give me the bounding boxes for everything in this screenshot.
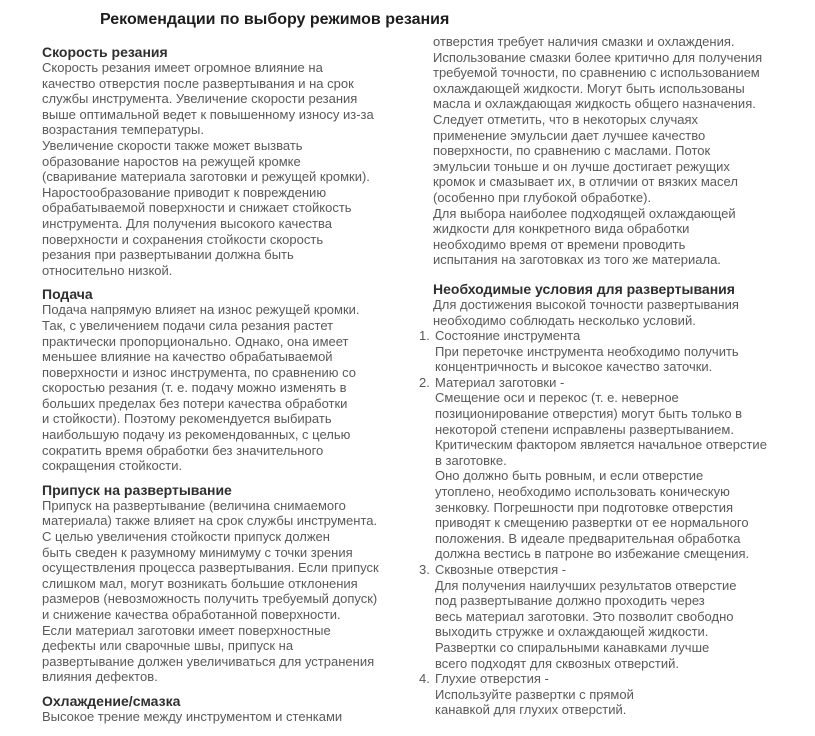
section-block bbox=[433, 281, 811, 328]
text-line: Если материал заготовки имеет поверхностные bbox=[42, 622, 331, 638]
text-line: образование наростов на режущей кромке bbox=[42, 153, 301, 169]
text-line: Для выбора наиболее подходящей охлаждающей bbox=[433, 205, 736, 221]
text-line: Для получения наилучших результатов отверстие bbox=[435, 577, 737, 593]
left-column bbox=[42, 44, 426, 725]
text-line: Высокое трение между инструментом и стенками bbox=[42, 708, 343, 724]
text-line: обрабатываемой поверхности и снижает стойкость bbox=[42, 200, 352, 216]
text-line: масла и охлаждающая жидкость общего назначения. bbox=[433, 96, 756, 112]
right-column bbox=[419, 34, 811, 718]
text-line: утоплено, необходимо использовать коническую bbox=[435, 484, 730, 500]
text-line: всего подходят для сквозных отверстий. bbox=[435, 655, 680, 671]
text-line: Припуск на развертывание (величина снимаемого bbox=[42, 497, 346, 513]
text-line: положения. В идеале предварительная обработка bbox=[435, 530, 741, 546]
text-line: весь материал заготовки. Это позволит свободно bbox=[435, 608, 734, 624]
text-line: сократить время обработки без значительного bbox=[42, 442, 324, 458]
text-line: С целью увеличения стойкости припуск должен bbox=[42, 529, 330, 545]
text-line: развертывание должен увеличиваться для устранения bbox=[42, 653, 375, 669]
text-line: канавкой для глухих отверстий. bbox=[435, 702, 627, 718]
paragraph bbox=[42, 709, 426, 725]
list-item-text bbox=[435, 562, 811, 671]
text-line: и стойкости). Поэтому рекомендуется выбирать bbox=[42, 411, 332, 427]
list-number: 3. bbox=[419, 562, 430, 577]
text-line: Так, с увеличением подачи сила резания растет bbox=[42, 317, 334, 333]
text-line: Использование смазки более критично для получения bbox=[433, 49, 763, 65]
text-line: Подача напрямую влияет на износ режущей кромки. bbox=[42, 302, 360, 318]
text-line: Увеличение скорости также может вызвать bbox=[42, 137, 303, 153]
text-line: должна вестись в патроне во избежание смещения. bbox=[435, 546, 750, 562]
text-line: кромок и смазывает их, в отличии от вязких масел bbox=[433, 174, 738, 190]
text-line: эмульсии тоньше и он лучше достигает режущих bbox=[433, 158, 730, 174]
section-heading: Припуск на развертывание bbox=[42, 481, 232, 498]
text-line: осуществления процесса развертывания. Если припуск bbox=[42, 560, 379, 576]
text-line: При переточке инструмента необходимо получить bbox=[435, 343, 739, 359]
text-line: службы инструмента. Увеличение скорости резания bbox=[42, 91, 358, 107]
text-line: зенковку. Погрешности при подготовке отверстия bbox=[435, 499, 733, 515]
text-line: в заготовке. bbox=[435, 452, 507, 468]
text-line: Скорость резания имеет огромное влияние на bbox=[42, 60, 323, 75]
page-title: Рекомендации по выбору режимов резания bbox=[100, 11, 450, 28]
text-line: Смещение оси и перекос (т. е. неверное bbox=[435, 390, 679, 406]
text-line: больших пределах без потери качества обработки bbox=[42, 395, 348, 411]
paragraph bbox=[42, 60, 426, 278]
list-item-text bbox=[435, 671, 811, 718]
text-line: Критическим фактором является начальное отверстие bbox=[435, 437, 767, 453]
text-line: качество отверстия после развертывания и на срок bbox=[42, 75, 354, 91]
section-heading: Охлаждение/смазка bbox=[42, 692, 181, 709]
paragraph bbox=[42, 302, 426, 474]
numbered-list bbox=[419, 328, 811, 718]
section-heading: Необходимые условия для развертывания bbox=[433, 280, 735, 297]
text-line: выходить стружке и охлаждающей жидкости. bbox=[435, 624, 709, 640]
paragraph bbox=[433, 297, 811, 328]
text-line: Следует отметить, что в некоторых случаях bbox=[433, 111, 699, 127]
text-line: применение эмульсии дает лучшее качество bbox=[433, 127, 706, 143]
text-line: практически пропорционально. Однако, она имеет bbox=[42, 333, 349, 349]
list-item bbox=[419, 671, 811, 718]
text-line: возрастания температуры. bbox=[42, 122, 204, 138]
list-item bbox=[419, 374, 811, 562]
text-line: позиционирование отверстия) могут быть только в bbox=[435, 406, 743, 422]
text-line: выше оптимальной ведет к повышенному износу из-за bbox=[42, 106, 374, 122]
text-line: приводят к смещению развертки от ее нормального bbox=[435, 515, 749, 531]
text-line: некоторой степени исправлены развертыванием. bbox=[435, 421, 734, 437]
text-line: под развертывание должно проходить через bbox=[435, 593, 705, 609]
text-line: необходимо время от времени проводить bbox=[433, 236, 686, 252]
text-line: Наростообразование приводит к повреждению bbox=[42, 184, 327, 200]
text-line: наибольшую подачу из рекомендованных, с целью bbox=[42, 427, 351, 443]
text-line: (сваривание материала заготовки и режущей кромки). bbox=[42, 169, 370, 185]
numbered-list-block bbox=[419, 328, 811, 718]
list-number: 1. bbox=[419, 328, 430, 344]
text-line: влияния дефектов. bbox=[42, 669, 158, 685]
text-line: Глухие отверстия - bbox=[435, 671, 549, 687]
text-line: отверстия требует наличия смазки и охлаждения. bbox=[433, 34, 735, 49]
text-line: размеров (невозможность получить требуемый допуск) bbox=[42, 591, 378, 607]
text-line: и снижение качества обработанной поверхности. bbox=[42, 607, 341, 622]
text-block bbox=[433, 34, 811, 268]
section-heading: Подача bbox=[42, 286, 93, 303]
text-line: относительно низкой. bbox=[42, 262, 173, 278]
text-line: скоростью резания (т. е. подачу можно изменять в bbox=[42, 380, 347, 396]
text-line: охлаждающей жидкости. Могут быть использованы bbox=[433, 80, 745, 96]
text-line: поверхности и износ инструмента, по сравнению со bbox=[42, 364, 356, 380]
text-line: Развертки со спиральными канавками лучше bbox=[435, 639, 710, 655]
section-block bbox=[42, 693, 426, 725]
section-block bbox=[42, 286, 426, 474]
section-block bbox=[42, 44, 426, 278]
text-line: требуемой точности, по сравнению с использованием bbox=[433, 65, 760, 81]
text-line: инструмента. Для получения высокого качества bbox=[42, 215, 332, 231]
list-number: 2. bbox=[419, 374, 430, 390]
text-line: Состояние инструмента bbox=[435, 328, 581, 344]
text-line: дефекты или сварочные швы, припуск на bbox=[42, 638, 294, 654]
list-number: 4. bbox=[419, 671, 430, 687]
paragraph bbox=[433, 34, 811, 268]
text-line: (особенно при глубокой обработке). bbox=[433, 189, 652, 205]
text-line: Оно должно быть ровным, и если отверстие bbox=[435, 468, 704, 484]
list-item-text bbox=[435, 375, 811, 562]
text-line: жидкости для конкретного вида обработки bbox=[433, 221, 690, 237]
paragraph bbox=[42, 498, 426, 685]
text-line: Материал заготовки - bbox=[435, 374, 565, 390]
list-item-text bbox=[435, 328, 811, 375]
section-block bbox=[42, 482, 426, 685]
text-line: материала) также влияет на срок службы инструмента. bbox=[42, 513, 378, 529]
text-line: Для достижения высокой точности развертывания bbox=[433, 296, 739, 312]
text-line: Сквозные отверстия - bbox=[435, 562, 567, 577]
text-line: Используйте развертки с прямой bbox=[435, 686, 634, 702]
text-line: слишком мал, могут возникать большие отклонения bbox=[42, 575, 358, 591]
text-line: быть сведен к разумному минимуму с точки зрения bbox=[42, 544, 353, 560]
list-item bbox=[419, 562, 811, 671]
text-line: поверхности, по сравнению с маслами. Поток bbox=[433, 143, 711, 159]
text-line: концентричность и высокое качество заточки. bbox=[435, 359, 713, 375]
text-line: необходимо соблюдать несколько условий. bbox=[433, 312, 696, 328]
text-line: испытания на заготовках из того же материала. bbox=[433, 252, 721, 268]
list-item bbox=[419, 328, 811, 375]
text-line: меньшее влияние на качество обрабатываемой bbox=[42, 349, 333, 365]
section-heading: Скорость резания bbox=[42, 44, 168, 60]
text-line: сокращения стойкости. bbox=[42, 458, 183, 474]
text-line: поверхности и сохранения стойкости скорость bbox=[42, 231, 324, 247]
text-line: резания при развертывании должна быть bbox=[42, 247, 294, 263]
